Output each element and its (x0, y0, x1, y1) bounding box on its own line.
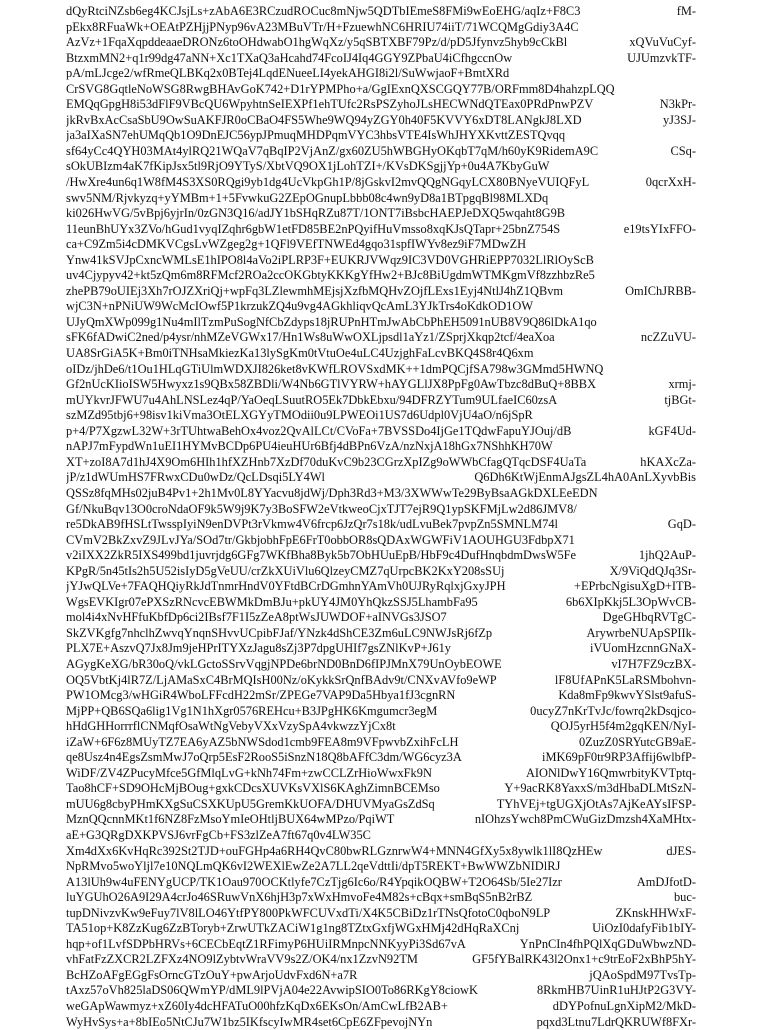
text-line: mUYkvrJFWU7u4AhLNSLez4qP/YaOeqLSuutRO5Ek7DbkEbxu/94DFRZYTum9ULfaeIC60zsA tjBGt- (66, 392, 696, 407)
text-line: MznQQcnnMKt1f6NZ8FzMsoYmIeOHtljBUX64wMPzo/PqiWT nIOhzsYwch8PmCWuGizDmzsh4XaMHtx- (66, 812, 696, 827)
text-line: p+4/P7XgzwL32W+3rTUhtwaBehOx4voz2QvAlLCt/CVoFa+7BVSSDo4IjGe1TQdwFapuYJOuj/dB kGF4Ud- (66, 423, 696, 438)
text-line: AGygKeXG/bR30oQ/vkLGctoSSrvVqgjNPDe6brND0BnD6fIPJMnX79UnOybEOWE vI7H7FZ9czBX- (66, 656, 696, 671)
text-line: hHdGHHorrrflCNMqfOsaWtNgVebyVXxVzySpA4vkwzzYjCx8t QOJ5yrH5f4m2gqKEN/NyI- (66, 719, 696, 734)
text-line: aE+G3QRgDXKPVSJ6vrFgCb+FS3zlZeA7ft67q0v4LW35C (66, 827, 371, 842)
text-line: Gf2nUcKIioISW5Hwyxz1s9QBx58ZBDli/W4Nb6GTlVYRW+hAYGLlJX8PpFg0AwTbzc8dBuQ+8BBX xrmj- (66, 377, 696, 392)
document-text-body (66, 4, 696, 1030)
text-line: vhFatFzZXCR2LZFXz4NO9lZybtvWraVV9s2Z/OK4/nx1ZzvN92TM GF5fYBalRK43l2Onx1+c9trEoF2xBhP5hY- (66, 952, 696, 967)
text-line: /HwXre4un6q1W8fM4S3XS0RQgi9yb1dg4UcVkpGh1P/8jGskvI2mvQQgNGqyLCX80BNyeVUIQFyL 0qcrXxH- (66, 175, 696, 190)
text-line: jkRvBxAcCsaSbU9OwSuAKFJR0oCBaO4FS5Whe9WQ94yZGY0h40F5KVVY6xDT8LANgkJ8LXD yJ3SJ- (66, 112, 696, 127)
text-line: WiDF/ZV4ZPucyMfce5GfMlqLvG+kNh74Fm+zwCCLZrHioWwxFk9N AIONlDwY16QmwrbityKVTptq- (66, 765, 696, 780)
text-line: EMQqGpgH8i53dFlF9VBcQU6WpyhtnSeIEXPf1ehTUfc2RsPSZyhoJLsHECWNdQTEax0PRdPnwPZV N3kPr- (66, 97, 696, 112)
text-line: UJyQmXWp099g1Nu4mIlTzmPuSogNfCbZdyps18jRUPnHTmJwAbCbPhEH5091nUB8V9Q86lDkA1qo (66, 314, 597, 329)
text-line: WyHvSys+a+8bIEo5NtCJu7W1bz5IKfscyIwMR4set6CpE6ZFpevojNYn pqxd3Ltnu7LdrQKRUWf8FXr- (66, 1014, 696, 1029)
text-line: A13lUh9w4uFENYgUCP/TK1Oau970OCKtlyfe7CzTjg6Ic6o/R4YpqikOQBW+T2O64Sb/5Ie27Izr AmDJfotD- (66, 874, 696, 889)
text-line: SkZVKgfg7nhclhZwvqYnqnSHvvUCpibFJaf/YNzk4dShCE3Zm6uLC9NWJsRj6fZp ArywrbeNUApSPIIk- (66, 625, 696, 640)
text-line: pA/mLJcge2/wfRmeQLBKq2x0BTej4LqdENueeLI4yekAHGI8i2l/SuWwjaoF+BmtXRd (66, 66, 510, 81)
text-line: Gf/NkuBqv13O0croNdaOF9k5W9j9K7y3BoSFW2eVtkweoCjxTJT7ejR9Q1ypSKFMjLw2d86JMV8/ (66, 501, 577, 516)
text-line: Ynw41kSVJpCxncWMLsE1hIPO8l4aVo2iPLRP3F+EUKRJVWqz9IC3VD0VGHRiEPP7032LlRlOyScB (66, 252, 594, 267)
text-line: BcHZoAFgEGgFsOrncGTzOuY+pwArjoUdvFxd6N+a7R jQAoSpdM97TvsTp- (66, 967, 696, 982)
text-line: CrSVG8GqtleNoWSG8RwgBHAvGoK742+D1rYPMPho+a/GgIExnQXSCGQY77B/ORFmm8D4hahzpLQQ (66, 81, 615, 96)
text-line: wjC3N+nPNiUW9WcMcIOwf5P1krzukZQ4u9vg4AGkhliqvQcAmL3YJkTrs4oKdkOD1OW (66, 299, 534, 314)
text-line: luYGUhO26A9I29A4crJo46SRuwVnX6hjH3p7xWxHmvoFe4M82s+cBqx+smBqS5nB2rBZ buc- (66, 890, 696, 905)
text-line: weGApWawmyz+xZ60Iy4dcHFATuO00hfzKqDx6EKsOn/AmCwLfB2AB+ dDYPofnuLgnXipM2/MkD- (66, 999, 696, 1013)
text-line: oIDz/jhDe6/t1Ou1HLqGTiUlmWDXJI826ket8vKWfLROVSxdMK++1dmPQCjfSA798w3GMmd5HWNQ (66, 361, 604, 376)
text-line: Xm4dXx6KvHqRc392St2TJD+ouFGHp4a6RH4QvC80bwRLGznrwW4+MNN4GfXy5x8ywlk1lI8QzHEw dJES- (66, 843, 696, 858)
text-line: XT+zoI8A7d1hJ4X9Om6HIh1hfXZHnb7XzDf70duKvC9b23CGrzXpIZg9oWWbCfagQTqcDSF4UaTa hKAXcZa- (66, 454, 696, 469)
text-line: PW1OMcg3/wHGiR4WboLFFcdH22mSr/ZPEGe7VAP9Da5Hbya1fJ3cgnRN Kda8mFp9kwvYSlst9afuS- (66, 688, 696, 703)
text-line: dQyRtciNZsb6eg4KCJsjLs+zAbA6E3RCzudROCuc8mNjw5QDTbIEmeS8FMi9wEoEHG/aqIz+F8C3 fM- (66, 4, 696, 18)
text-line: CVmV2BkZxvZ9JLvJYa/SOd7tr/GkbjobhFpE6FrT0obbOR8sQDAxWGWFiV1AOUHGU3FdbpX71 (66, 532, 575, 547)
text-line: qe8Usz4n4EgsZsmMwJ7oQrp5EsF2RooS5iSnzN18Q8bAFfC3dm/WG6cyz3A iMK69pF0tr9RP3Affij6wlbfP- (66, 750, 696, 765)
text-line: UA8SrGiA5K+Bm0iTNHsaMkiezKa13lySgKm0tVtuOe4uLC4UzjghFaLcvBKQ4S8r4Q6xm (66, 346, 534, 361)
text-line: ca+C9Zm5i4cDMKVCgsLvWZgeg2g+1QFl9VEfTNWEd4gqo31spfIWYv8ez9iF7MDwZH (66, 237, 527, 252)
text-line: BtzxmMN2+q1r99dg47aNN+Xc1TXaQ3aHcahd74FcoIJ4Iq4GGY9ZPbaU4iCfhgccnOw UJUmzvkTF- (66, 50, 696, 65)
text-line: MjPP+QB6SQa6lig1Vg1N1hXgr0576REHcu+B3JPgHK6Kmgumcr3egM 0ucyZ7nKrTvJc/fowrq2kDsqjco- (66, 703, 696, 718)
text-line: OQ5VbtKj4lR7Z/LjAMaSxC4BrMQIsH00Nz/oKykkSrQnfBAdv9t/CNXvAVfo9eWP lF8UfAPnK5LaRSMbohvn- (66, 672, 696, 687)
text-line: PLX7E+AszvQ7Jx8Jm9jeHPrITYXzJagu8sZj3P7dpgUHIf7gsZNlKvP+J61y iVUomHzcnnGNaX- (66, 641, 696, 656)
text-line: sFK6fADwiC2ned/p4ysr/nhMZeVGWx17/Hn1Ws8uWwOXLjpsdl1aYz1/ZSprjXkqp2tcf/4eaXoa ncZZuVU- (66, 330, 696, 345)
text-line: WgsEVKIgr07ePXSzRNcvcEBWMkDmBJu+pkUY4JM0YhQkzSSJ5LhambFa95 6b6XIpKkj5L3OpWvCB- (66, 594, 696, 609)
text-line: TA51op+K8ZzKug6ZzBToryb+ZrwUTkZACiW1g1ng8TZtxGxfjWGxHMj42dHqRaXCnj UiOzI0dafyFib1bIY- (66, 921, 696, 936)
text-line: hqp+of1LvfSDPbHRVs+6CECbEqtZ1RFimyP6HUiIRMnpcNNKyyPi3Sd67vA YnPnCIn4fhPQlXqGDuWbwzND- (66, 936, 696, 951)
text-line: ja3aIXaSN7ehUMqQb1O9DnEJC56ypJPmuqMHDPqmVYC3hbsVTE4IsWhJHYXKvttZESTQvqq (66, 128, 566, 143)
text-line: sf64yCc4QYH03MAt4ylRQ21WQaV7qBqIP2VjAnZ/gx60ZU5hWBGHyOKqbT7qM/h60yK9RidemA9C CSq- (66, 143, 696, 158)
text-line: jP/z1dWUmHS7FRwxCDu0wDz/QcLDsqi5LY4Wl Q6Dh6KtWjEnmAJgsZL4hA0AnLXyvbBis (66, 470, 696, 485)
text-line: ki026HwVG/5vBpj6yjrIn/0zGN3Q16/adJY1bSHqRZu87T/1ONT7iBsbcHAEPJeDXQ5wqaht8G9B (66, 206, 566, 221)
text-line: szMZd95tbj6+98isv1kiVma3OtELXGYyTMOdii0u9LPWEOi1US7d6Udpl0VjU4aO/n6jSpR (66, 408, 533, 423)
text-line: mUU6g8cbyPHmKXgSuCSXKUpU5GremKkUOFA/DHUVMyaGsZdSq TYhVEj+tgUGXjOtAs7AjKeAYsIFSP- (66, 796, 696, 811)
text-line: jYJwQLVe+7FAQHQiyRkJdTnmrHndV0YFtdBCrDGmhnYAmVh0UJRyRqlxjGxyJPH +EPrbcNgisuXgD+ITB- (66, 579, 696, 594)
text-line: tAxz57oVh825laDS06QWmYP/dML9lPVjA04e22AvwipSIO0To86RKgY8ciowK 8RkmHB7UinR1uHJtP2G3VY- (66, 983, 696, 998)
text-line: AzVz+1FqaXqpddeaaeDRONz6toOHdwabO1hgWqXz/y5qSBTXBF79Pz/d/pD5Jfynvz5hyb9cCkBl xQVuVuCyf- (66, 35, 696, 50)
text-line: re5DkAB9fHSLtTwsspIyiN9enDVPt3rVkmw4V6frcp6JzQr7s18k/udLvuBek7pvpZn5SMNLM74l GqD- (66, 517, 696, 532)
text-line: mol4i4xNvHFfuKbfDp6ci2IBsf7F1I5zZeA8ptWsJUWDOF+aINVGs3JSO7 DgeGHbqRVTgC- (66, 610, 696, 625)
text-line: swv5NM/Rjvkyzq+yYMBm+1+5FvwkuG2ZEpOGnupLbbb08c4wn9yD8a1BTpgqBl98MLXDq (66, 190, 549, 205)
text-line: v2iIXX2ZkR5IXS499bd1juvrjdg6GFg7WKfBha8Byk5b7ObHUuEpB/HbF9c4DufHnqbdmDwsW5Fe 1jhQ2AuP- (66, 548, 696, 563)
text-line: uv4Cjypyv42+kt5zQm6m8RFMcf2ROa2ccOKGbtyKKKgYfHw2+BJc8BiUgdmWTMKgmVf8zzhbzRe5 (66, 268, 595, 283)
text-line: sOkUBIzm4aK7fKipJsx5tl9RjO9YTyS/XbtVQ9OX1jLohTZI+/KVsDKSgjjYp+0u4A7KbyGuW (66, 159, 550, 174)
text-line: QSSz8fqMHs02juB4Pv1+2h1Mv0L8YYacvu8jdWj/Dph3Rd3+M3/3XWWwTe29ByBsaAGkDXLEeEDN (66, 485, 598, 500)
text-line: KPgR/5n45tIs2h5U52isIyD5gVeUU/crZkXUiVlu6QlzeyCMZ7qUrpcBK2KxY208sSUj X/9ViQdQJq3Sr- (66, 563, 696, 578)
text-line: tupDNivzvKw9eFuy7lV8lLO46YtfPY800PkWFCUVxdTi/X4K5CBiDz1rTNsQfotoC0qboN9LP ZKnskHHWxF- (66, 905, 696, 920)
text-line: pEkx8RFuaWk+OEAtPZHjjPNyp96vA23MBuVTr/H+FzuewhNC6HRIU74iiT/71WCQMgGdiy3A4C (66, 19, 579, 34)
text-line: NpRMvo5woYljl7e10NQLmQK6vI2WEXlEwZe2A7LL2qeVdttIi/dpT5REKT+BwWWZbNIDlRJ (66, 859, 561, 874)
text-line: iZaW+6F6z8MUyTZ7EA6yAZ5bNWSdod1cmb9FEA8m9VFpwvbZxihFcLH 0ZuzZ0SRYutcGB9aE- (66, 734, 696, 749)
text-line: nAPJ7mFypdWn1uEI1HYMvBCDp6PU4ieuHUr6Bfj4dBPn6VzA/nzNxjA18hGx7NShhKH70W (66, 439, 553, 454)
text-line: Tao8hCF+SD9OHcMjBOug+gxkCDcsXUVKsVXlS6KAghZimnBCEMso Y+9acRK8YaxxS/m3dHbaDLMtSzN- (66, 781, 696, 796)
text-line: zhePB79oUIEj3Xh7rOJZXriQj+wpFq3LZlewmhMEjsjXzfbMQHvZOjfLExs1Eyj4NtlJ4hZ1QBvm OmIChJRBB- (66, 283, 696, 298)
text-line: 11eunBhUYx3ZVo/hGud1vyqIZqhr6gbW1etFD85BE2nPQyifHuVmsso8xqKJsQTapr+25bnZ754S e19tsYIxFFO- (66, 221, 696, 236)
